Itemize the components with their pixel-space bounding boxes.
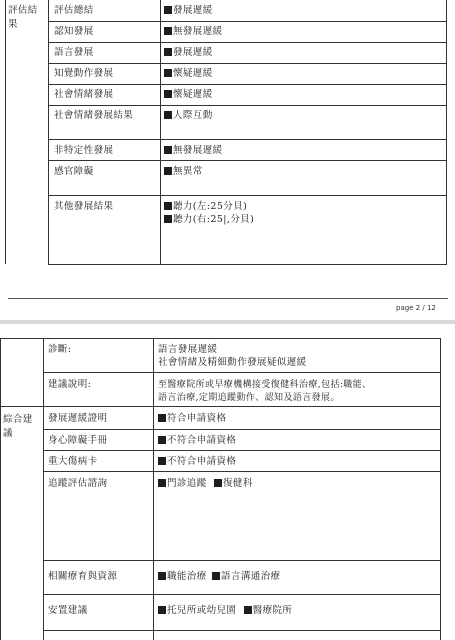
row-divider: [48, 160, 447, 161]
filled-checkbox-icon: [158, 436, 166, 444]
footer-rule: [8, 298, 448, 299]
row-value-language: 發展遲緩: [164, 47, 213, 59]
row-divider: [48, 42, 447, 43]
filled-checkbox-icon: [212, 572, 220, 580]
filled-checkbox-icon: [158, 414, 166, 422]
filled-checkbox-icon: [164, 48, 172, 56]
row-divider: [43, 471, 441, 472]
row-label-summary: 評估總結: [54, 5, 94, 16]
row-value-sensory: 無異常: [164, 166, 203, 178]
row-divider: [48, 105, 447, 106]
row-divider: [0, 406, 441, 407]
row-value-social-emotional-result: 人際互動: [164, 110, 213, 122]
filled-checkbox-icon: [164, 167, 172, 175]
row-label-delay-certificate: 發展遲緩證明: [48, 413, 108, 424]
row-label-non-specific: 非特定性發展: [54, 145, 114, 156]
followup-item-outpatient: 門診追蹤: [167, 478, 207, 489]
advice-label: 建議說明:: [48, 379, 92, 390]
row-value-disability-handbook: 不符合申請資格: [158, 435, 236, 447]
filled-checkbox-icon: [164, 69, 172, 77]
row-divider: [43, 560, 441, 561]
row-divider: [43, 630, 441, 631]
filled-checkbox-icon: [164, 27, 172, 35]
row-divider: [43, 450, 441, 451]
row-value-hearing-right: 聽力(右:25|,分貝): [164, 214, 254, 226]
filled-checkbox-icon: [164, 146, 172, 154]
advice-line-2: 語言治療,定期追蹤動作、認知及語言發展。: [158, 393, 340, 403]
row-value-cognitive: 無發展遲緩: [164, 26, 223, 38]
table-border: [0, 338, 1, 640]
row-label-language: 語言發展: [54, 47, 94, 58]
diagnosis-label: 診斷:: [48, 344, 72, 355]
table-border: [446, 0, 447, 264]
row-value-hearing-left: 聽力(左:25分貝): [164, 201, 247, 213]
diagnosis-line-1: 語言發展遲緩: [158, 344, 218, 355]
row-value-summary: 發展遲緩: [164, 5, 213, 17]
row-label-social-emotional-result: 社會情緒發展結果: [54, 110, 134, 121]
advice-line-1: 至醫療院所或早療機構接受復健科治療,包括:職能、: [158, 380, 372, 390]
row-label-sensory: 感官障礙: [54, 166, 94, 177]
filled-checkbox-icon: [164, 215, 172, 223]
row-divider: [0, 338, 441, 339]
placement-item-kindergarten: 托兒所或幼兒園: [167, 605, 237, 616]
row-value-catastrophic-illness-card: 不符合申請資格: [158, 456, 236, 468]
filled-checkbox-icon: [164, 6, 172, 14]
filled-checkbox-icon: [244, 606, 252, 614]
placement-label: 安置建議: [48, 605, 88, 616]
filled-checkbox-icon: [158, 479, 166, 487]
followup-label: 追蹤評估諮詢: [48, 478, 108, 489]
table-border: [160, 0, 161, 264]
page-number: page 2 / 12: [396, 304, 436, 312]
row-divider: [48, 264, 447, 265]
row-divider: [43, 429, 441, 430]
report-page-lower: [0, 324, 455, 640]
resources-values: [158, 571, 280, 583]
diagnosis-line-2: 社會情緒及精細動作發展疑似遲緩: [158, 357, 307, 368]
placement-values: [158, 605, 292, 617]
row-label-other-results: 其他發展結果: [54, 201, 114, 212]
filled-checkbox-icon: [164, 111, 172, 119]
resource-item-occupational: 職能治療: [167, 571, 207, 582]
row-value-perceptual-motor: 懷疑遲緩: [164, 68, 213, 80]
row-divider: [48, 63, 447, 64]
row-label-perceptual-motor: 知覺動作發展: [54, 68, 114, 79]
row-label-social-emotional: 社會情緒發展: [54, 89, 114, 100]
row-divider: [48, 84, 447, 85]
followup-item-rehab: 復健科: [223, 478, 253, 489]
resources-label: 相關療育與資源: [48, 571, 118, 582]
row-divider: [43, 372, 441, 373]
row-label-cognitive: 認知發展: [54, 26, 94, 37]
filled-checkbox-icon: [158, 606, 166, 614]
followup-values: [158, 478, 253, 490]
row-value-social-emotional: 懷疑遲緩: [164, 89, 213, 101]
filled-checkbox-icon: [158, 457, 166, 465]
filled-checkbox-icon: [214, 479, 222, 487]
filled-checkbox-icon: [158, 572, 166, 580]
filled-checkbox-icon: [164, 202, 172, 210]
placement-item-hospital: 醫療院所: [252, 605, 293, 616]
row-value-delay-certificate: 符合申請資格: [158, 413, 226, 425]
row-divider: [48, 195, 447, 196]
row-divider: [43, 594, 441, 595]
filled-checkbox-icon: [164, 90, 172, 98]
row-label-disability-handbook: 身心障礙手冊: [48, 435, 108, 446]
row-label-catastrophic-illness-card: 重大傷病卡: [48, 456, 98, 467]
row-divider: [48, 139, 447, 140]
table-border: [48, 0, 49, 264]
resource-item-speech: 語言溝通治療: [221, 571, 281, 582]
section-label-comprehensive-advice: 綜合建議: [3, 414, 33, 439]
row-value-non-specific: 無發展遲緩: [164, 145, 223, 157]
row-divider: [48, 21, 447, 22]
table-border: [5, 0, 6, 264]
section-label-evaluation-result: 評估結果: [8, 5, 38, 30]
